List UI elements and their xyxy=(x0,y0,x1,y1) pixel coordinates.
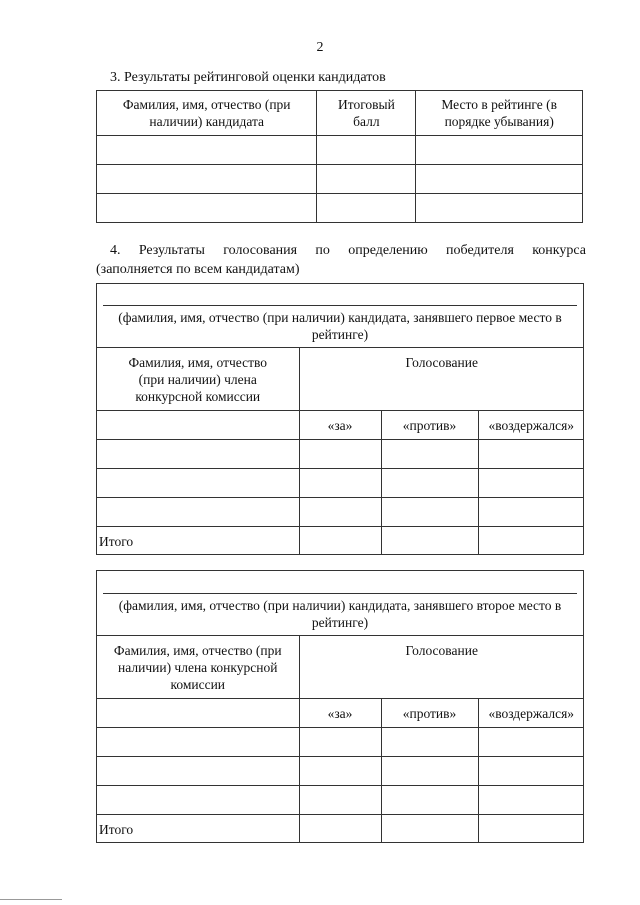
table-cell[interactable] xyxy=(97,786,299,815)
table-cell[interactable] xyxy=(478,498,584,527)
total-row xyxy=(97,815,584,844)
table-cell[interactable] xyxy=(97,469,299,498)
table-cell[interactable] xyxy=(381,527,478,556)
table-cell[interactable] xyxy=(478,440,584,469)
section-4-heading xyxy=(96,241,586,279)
table-cell[interactable] xyxy=(381,728,478,757)
table-row xyxy=(97,440,584,469)
table-cell[interactable] xyxy=(478,469,584,498)
footer-rule xyxy=(0,899,62,900)
table-row xyxy=(97,194,583,223)
table-cell[interactable] xyxy=(97,757,299,786)
rating-col-place: Место в рейтинге (в порядке убывания) xyxy=(416,91,583,136)
table-cell[interactable] xyxy=(299,728,381,757)
table-cell[interactable] xyxy=(97,728,299,757)
table-cell[interactable] xyxy=(299,786,381,815)
table-cell[interactable] xyxy=(317,136,416,165)
vote-block-first xyxy=(96,283,584,555)
vote-block-caption: (фамилия, имя, отчество (при наличии) кандидата, занявшего второе место в рейтинге) xyxy=(118,598,562,630)
table-cell[interactable] xyxy=(381,469,478,498)
table-cell[interactable] xyxy=(317,165,416,194)
vote-col-for: «за» xyxy=(299,699,381,728)
table-cell[interactable] xyxy=(416,194,583,223)
vote-col-header: Голосование xyxy=(299,636,584,699)
table-row xyxy=(97,757,584,786)
table-cell[interactable] xyxy=(97,440,299,469)
total-label: Итого xyxy=(97,527,299,556)
section-4-line-1: 4. Результаты голосования по определению победителя конкурса xyxy=(110,243,586,258)
candidate-name-line[interactable] xyxy=(103,305,577,306)
candidate-name-line[interactable] xyxy=(103,593,577,594)
table-cell[interactable] xyxy=(97,194,317,223)
vote-col-abstain: «воздержался» xyxy=(478,411,584,440)
table-row xyxy=(97,165,583,194)
table-row xyxy=(97,136,583,165)
table-row xyxy=(97,786,584,815)
table-cell[interactable] xyxy=(97,165,317,194)
member-col-header: Фамилия, имя, отчество (при наличии) члена конкурсной комиссии xyxy=(97,348,299,411)
table-cell[interactable] xyxy=(299,757,381,786)
table-cell[interactable] xyxy=(416,136,583,165)
table-cell[interactable] xyxy=(97,699,299,728)
table-cell[interactable] xyxy=(381,757,478,786)
table-cell[interactable] xyxy=(299,527,381,556)
table-cell[interactable] xyxy=(381,815,478,844)
section-3-heading: 3. Результаты рейтинговой оценки кандидатов xyxy=(110,70,386,85)
vote-table xyxy=(97,635,584,843)
table-cell[interactable] xyxy=(299,469,381,498)
table-cell[interactable] xyxy=(478,728,584,757)
vote-col-against: «против» xyxy=(381,699,478,728)
member-col-header: Фамилия, имя, отчество (при наличии) члена конкурсной комиссии xyxy=(97,636,299,699)
vote-block-second xyxy=(96,570,584,843)
table-cell[interactable] xyxy=(299,440,381,469)
table-cell[interactable] xyxy=(478,527,584,556)
table-cell[interactable] xyxy=(478,757,584,786)
table-cell[interactable] xyxy=(299,815,381,844)
table-cell[interactable] xyxy=(317,194,416,223)
page-number: 2 xyxy=(316,40,324,55)
vote-col-header: Голосование xyxy=(299,348,584,411)
rating-col-name: Фамилия, имя, отчество (при наличии) кандидата xyxy=(97,91,317,136)
table-row xyxy=(97,728,584,757)
table-cell[interactable] xyxy=(478,786,584,815)
vote-col-abstain: «воздержался» xyxy=(478,699,584,728)
table-cell[interactable] xyxy=(97,498,299,527)
vote-col-for: «за» xyxy=(299,411,381,440)
vote-col-against: «против» xyxy=(381,411,478,440)
table-cell[interactable] xyxy=(299,498,381,527)
table-cell[interactable] xyxy=(478,815,584,844)
table-row xyxy=(97,498,584,527)
total-row xyxy=(97,527,584,556)
table-cell[interactable] xyxy=(416,165,583,194)
table-cell[interactable] xyxy=(381,440,478,469)
rating-table xyxy=(96,90,583,223)
table-cell[interactable] xyxy=(381,786,478,815)
table-cell[interactable] xyxy=(381,498,478,527)
table-row xyxy=(97,469,584,498)
total-label: Итого xyxy=(97,815,299,844)
vote-block-caption: (фамилия, имя, отчество (при наличии) кандидата, занявшего первое место в рейтинге) xyxy=(118,310,562,342)
section-4-line-2: (заполняется по всем кандидатам) xyxy=(96,262,300,277)
vote-table xyxy=(97,347,584,555)
table-cell[interactable] xyxy=(97,136,317,165)
rating-col-score: Итоговый балл xyxy=(317,91,416,136)
table-cell[interactable] xyxy=(97,411,299,440)
